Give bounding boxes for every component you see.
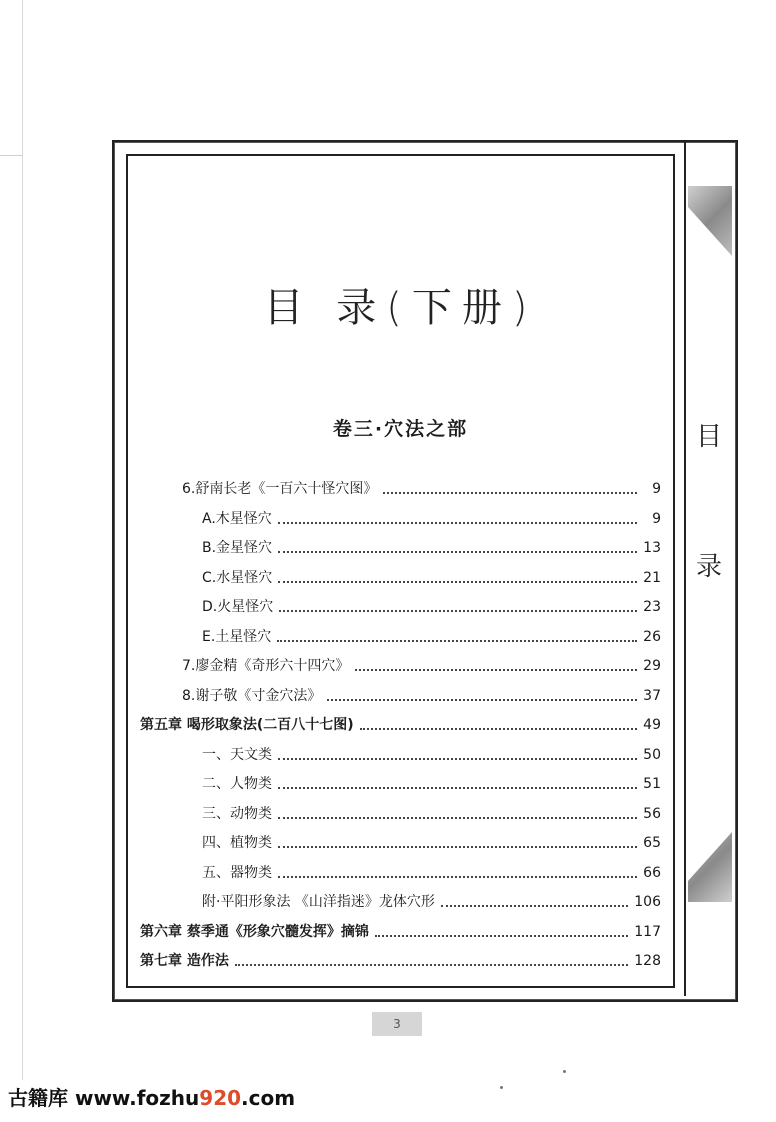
toc-leader-dots [277, 639, 637, 642]
toc-leader-dots [278, 875, 637, 878]
toc-entry [182, 683, 661, 705]
toc-entry-page: 26 [643, 629, 661, 645]
toc-entry-label: B.金星怪穴 [202, 540, 273, 556]
toc-leader-dots [278, 580, 637, 583]
watermark-number: 920 [199, 1086, 242, 1110]
toc-entry-label: E.土星怪穴 [202, 629, 272, 645]
toc-entry [140, 919, 661, 941]
toc-entry [202, 535, 661, 557]
toc-entry-label: 一、天文类 [202, 747, 272, 763]
scan-speck [563, 1070, 566, 1073]
side-char-mu: 目 [695, 422, 722, 452]
toc-entry [140, 948, 661, 970]
toc-entry [202, 771, 661, 793]
toc-entry-page: 66 [643, 865, 661, 881]
toc-entry-page: 128 [634, 953, 661, 969]
toc-entry-label: D.火星怪穴 [202, 599, 274, 615]
toc-entry-page: 23 [643, 599, 661, 615]
toc-leader-dots [235, 963, 628, 966]
watermark-suffix: .com [241, 1086, 296, 1110]
toc-entry-label: 第五章 喝形取象法(二百八十七图) [140, 717, 354, 733]
toc-entry-page: 49 [643, 717, 661, 733]
toc-entry [202, 594, 661, 616]
side-ornament-bottom [688, 832, 732, 902]
toc-leader-dots [327, 698, 637, 701]
toc-entry [202, 742, 661, 764]
toc-entry [202, 624, 661, 646]
toc-leader-dots [278, 786, 637, 789]
toc-leader-dots [441, 904, 628, 907]
toc-entry-label: A.木星怪穴 [202, 511, 272, 527]
toc-entry-label: 第六章 蔡季通《形象穴髓发挥》摘锦 [140, 924, 369, 940]
toc-entry-label: 8.谢子敬《寸金穴法》 [182, 688, 322, 704]
toc-entry-page: 117 [634, 924, 661, 940]
toc-entry-page: 9 [652, 481, 661, 497]
toc-entry [202, 889, 661, 911]
toc-entry [202, 506, 661, 528]
toc-entry [202, 830, 661, 852]
toc-entry-label: 附·平阳形象法 《山洋指迷》龙体穴形 [202, 894, 435, 910]
toc-leader-dots [278, 845, 637, 848]
toc-entry-label: 五、器物类 [202, 865, 272, 881]
toc-entry-page: 65 [643, 835, 661, 851]
section-title: 卷三·穴法之部 [332, 418, 469, 440]
toc-entry [202, 860, 661, 882]
toc-entry [202, 801, 661, 823]
side-band [684, 142, 734, 996]
scan-edge-tick [0, 155, 22, 156]
toc-entry-page: 21 [643, 570, 661, 586]
toc-entry-label: 第七章 造作法 [140, 953, 229, 969]
toc-leader-dots [383, 491, 637, 494]
toc-entry-label: 二、人物类 [202, 776, 272, 792]
toc-entry-label: 三、动物类 [202, 806, 272, 822]
toc-entry-page: 37 [643, 688, 661, 704]
toc-leader-dots [355, 668, 637, 671]
side-ornament-top [688, 186, 732, 256]
page-number: 3 [372, 1012, 422, 1036]
toc-entry-page: 9 [652, 511, 661, 527]
toc-leader-dots [278, 521, 637, 524]
toc-entry-label: 7.廖金精《奇形六十四穴》 [182, 658, 350, 674]
toc-entry-page: 29 [643, 658, 661, 674]
watermark [8, 1082, 295, 1111]
toc-entry [202, 565, 661, 587]
toc-entry [182, 653, 661, 675]
toc-entry-label: C.水星怪穴 [202, 570, 273, 586]
toc-leader-dots [360, 727, 637, 730]
scan-speck [500, 1086, 503, 1089]
page-title: 目 录(下册) [263, 285, 538, 331]
toc-entry-label: 四、植物类 [202, 835, 272, 851]
toc-leader-dots [278, 550, 637, 553]
toc-entry [140, 712, 661, 734]
toc-leader-dots [279, 609, 637, 612]
toc-entry-page: 56 [643, 806, 661, 822]
toc-leader-dots [278, 757, 637, 760]
toc-entry [182, 476, 661, 498]
toc-entry-label: 6.舒南长老《一百六十怪穴图》 [182, 481, 378, 497]
side-char-lu: 录 [695, 552, 722, 582]
watermark-prefix: 古籍库 www.fozhu [8, 1086, 200, 1110]
toc-entry-page: 51 [643, 776, 661, 792]
toc-leader-dots [375, 934, 628, 937]
toc-leader-dots [278, 816, 637, 819]
toc-entry-page: 106 [634, 894, 661, 910]
toc-entry-page: 50 [643, 747, 661, 763]
page-frame [112, 140, 738, 1002]
content-frame [126, 154, 675, 988]
scan-edge [22, 0, 23, 1080]
toc-entry-page: 13 [643, 540, 661, 556]
